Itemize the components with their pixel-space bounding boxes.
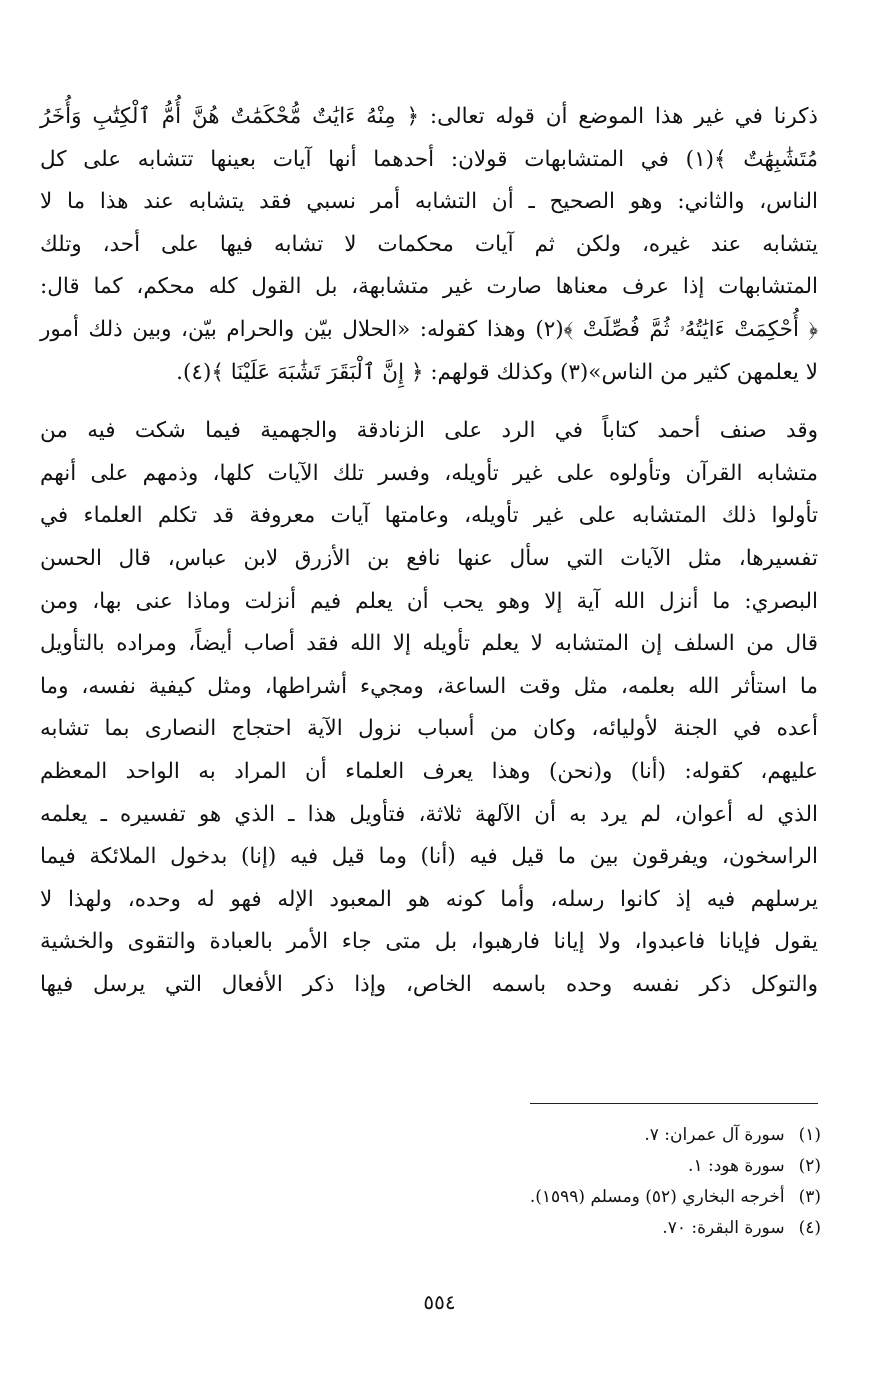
text-line: الناس، والثاني: وهو الصحيح ـ أن التشابه أمر نسبي فقد يتشابه عند هذا ما لا (40, 189, 818, 215)
footnote-number: (٢) (798, 1156, 821, 1176)
footnote-number: (٣) (798, 1187, 821, 1207)
page-number: ٥٥٤ (423, 1290, 456, 1314)
footnote-text: سورة آل عمران: ٧. (644, 1125, 785, 1145)
text-line: لا يعلمهن كثير من الناس»(٣) وكذلك قولهم: ﴿ إِنَّ ٱلْبَقَرَ تَشَٰبَهَ عَلَيْنَا ﴾(٤). (176, 359, 818, 385)
text-line: وقد صنف أحمد كتاباً في الرد على الزنادقة والجهمية فيما شكت فيه من (40, 418, 818, 444)
footnote-number: (١) (798, 1125, 821, 1145)
footnote (61, 1120, 821, 1151)
text-line: ﴿ أُحْكِمَتْ ءَايَٰتُهُۥ ثُمَّ فُصِّلَتْ ﴾(٢) وهذا كقوله: «الحلال بيّن والحرام بيّن، وبين ذلك أمور (40, 316, 818, 342)
text-line: والتوكل ذكر نفسه وحده باسمه الخاص، وإذا ذكر الأفعال التي يرسل فيها (40, 971, 818, 997)
text-line: مُتَشَٰبِهَٰتٌ ﴾(١) في المتشابهات قولان: أحدهما أنها آيات بعينها تتشابه على كل (40, 146, 819, 172)
footnotes (61, 1120, 821, 1244)
main-text (40, 96, 818, 1006)
text-line: يتشابه عند غيره، ولكن ثم آيات محكمات لا تشابه فيها على أحد، وتلك (40, 231, 818, 257)
text-line: الذي له أعوان، لم يرد به أن الآلهة ثلاثة، فتأويل هذا ـ الذي هو تفسيره ـ يعلمه (40, 801, 818, 827)
text-line: تفسيرها، مثل الآيات التي سأل عنها نافع بن الأزرق لابن عباس، قال الحسن (40, 545, 818, 571)
footnote (61, 1182, 821, 1213)
text-line: البصري: ما أنزل الله آية إلا وهو يحب أن يعلم فيم أنزلت وماذا عنى بها، ومن (40, 588, 818, 614)
footnote-divider (530, 1103, 818, 1104)
text-line: ما استأثر الله بعلمه، مثل وقت الساعة، ومجيء أشراطها، ومثل كيفية نفسه، وما (40, 673, 818, 699)
paragraph-2 (40, 410, 818, 1006)
text-line: الراسخون، ويفرقون بين ما قيل فيه (أنا) وما قيل فيه (إنا) بدخول الملائكة فيما (40, 844, 818, 870)
footnote-text: سورة هود: ١. (688, 1156, 785, 1176)
text-line: المتشابهات إذا عرف معناها صارت غير متشابهة، بل القول كله محكم، كما قال: (40, 274, 818, 300)
text-line: يقول فإيانا فاعبدوا، ولا إيانا فارهبوا، بل متى جاء الأمر بالعبادة والتقوى والخشية (40, 929, 818, 955)
text-line: متشابه القرآن وتأولوه على غير تأويله، وفسر تلك الآيات كلها، وذمهم على أنهم (40, 460, 818, 486)
text-line: عليهم، كقوله: (أنا) و(نحن) وهذا يعرف العلماء أن المراد به الواحد المعظم (40, 758, 818, 784)
footnote (61, 1213, 821, 1244)
paragraph-1 (40, 96, 818, 394)
footnote-number: (٤) (798, 1218, 821, 1238)
text-line: يرسلهم فيه إذ كانوا رسله، وأما كونه هو المعبود الإله فهو له وحده، ولهذا لا (40, 886, 818, 912)
footnote-text: أخرجه البخاري (٥٢) ومسلم (١٥٩٩). (529, 1187, 785, 1207)
text-line: قال من السلف إن المتشابه لا يعلم تأويله إلا الله فقد أصاب أيضاً، ومراده بالتأويل (40, 631, 818, 657)
text-line: تأولوا ذلك المتشابه على غير تأويله، وعامتها آيات معروفة قد تكلم العلماء في (40, 503, 818, 529)
footnote (61, 1151, 821, 1182)
text-line: أعده في الجنة لأوليائه، وكان من أسباب نزول الآية احتجاج النصارى بما تشابه (40, 716, 818, 742)
text-line: ذكرنا في غير هذا الموضع أن قوله تعالى: ﴿ مِنْهُ ءَايَٰتٌ مُّحْكَمَٰتٌ هُنَّ أُمُّ ٱلْكِتَٰبِ وَأُخَرُ (40, 104, 818, 129)
footnote-text: سورة البقرة: ٧٠. (662, 1218, 785, 1238)
